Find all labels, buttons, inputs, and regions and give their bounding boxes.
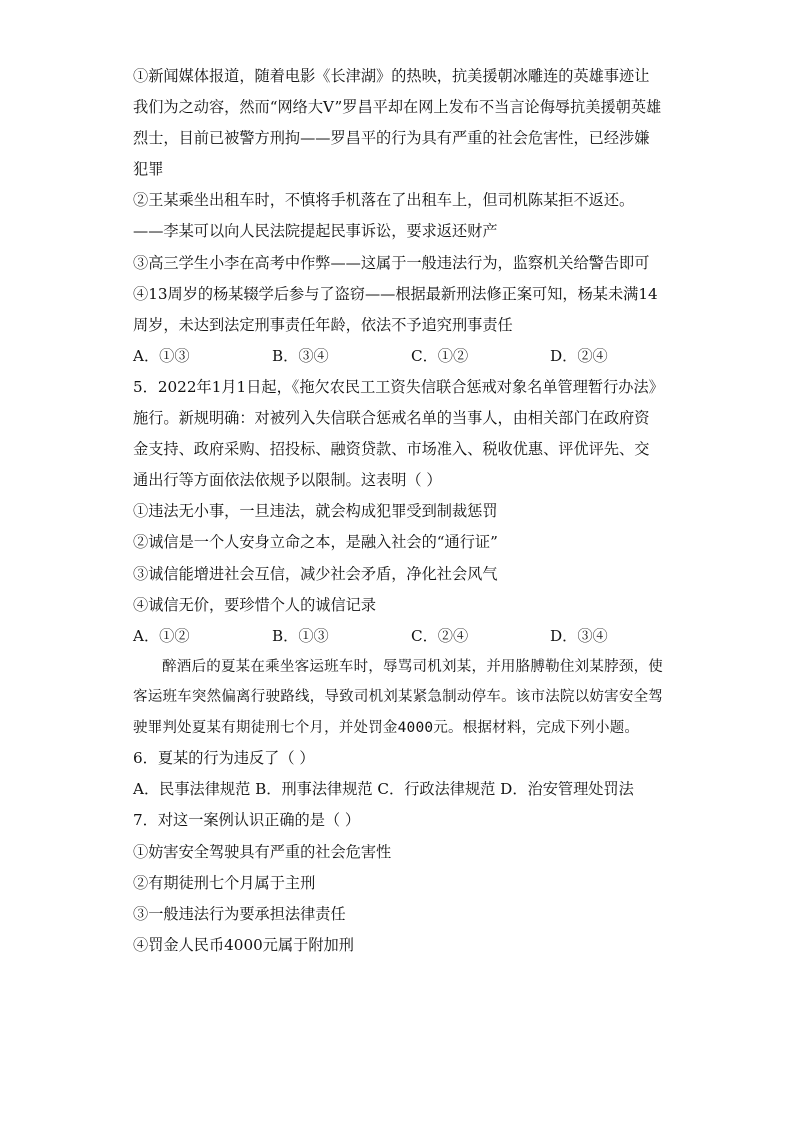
q6-stem: 6．夏某的行为违反了（ ） [133, 749, 315, 768]
q4-option-b: B．③④ [272, 346, 329, 365]
q7-item-2: ②有期徒刑七个月属于主刑 [133, 873, 316, 892]
q5-option-c: C．②④ [411, 626, 469, 645]
q7-item-3: ③一般违法行为要承担法律责任 [133, 904, 346, 923]
q4-option-a: A．①③ [133, 346, 190, 365]
q7-item-4: ④罚金人民币4000元属于附加刑 [133, 935, 354, 954]
q5-item-1: ①违法无小事，一旦违法，就会构成犯罪受到制裁惩罚 [133, 502, 498, 521]
q6-options: A．民事法律规范 B．刑事法律规范 C．行政法律规范 D．治安管理处罚法 [133, 780, 634, 799]
q4-options [133, 341, 663, 372]
q5-option-d: D．③④ [550, 626, 608, 645]
q5-option-b: B．①③ [272, 626, 329, 645]
q4-option-d: D．②④ [550, 346, 608, 365]
q5-stem: 5．2022年1月1日起，《拖欠农民工工资失信联合惩戒对象名单管理暂行办法》施行。新规明确：对被列入失信联合惩戒名单的当事人，由相关部门在政府资金支持、政府采购、招投标、融资贷款、市场准入、税收优惠、评优评先、交通出行等方面依法依规予以限制。这表明（ ） [133, 377, 657, 490]
q7-item-1: ①妨害安全驾驶具有严重的社会危害性 [133, 842, 392, 861]
q5-item-3: ③诚信能增进社会互信，减少社会矛盾，净化社会风气 [133, 564, 498, 583]
case-passage: 醉酒后的夏某在乘坐客运班车时，辱骂司机刘某，并用胳膊勒住刘某脖颈，使客运班车突然偏离行驶路线，导致司机刘某紧急制动停车。该市法院以妨害安全驾驶罪判处夏某有期徒刑七个月，并处罚金4000元。根据材料，完成下列小题。 [133, 658, 663, 736]
q7-stem: 7．对这一案例认识正确的是（ ） [133, 811, 361, 830]
q4-option-c: C．①② [411, 346, 469, 365]
q4-item-2: ②王某乘坐出租车时，不慎将手机落在了出租车上，但司机陈某拒不返还。——李某可以向人民法院提起民事诉讼，要求返还财产 [133, 191, 635, 241]
q4-item-3: ③高三学生小李在高考中作弊——这属于一般违法行为，监察机关给警告即可 [133, 253, 650, 272]
q4-item-1: ①新闻媒体报道，随着电影《长津湖》的热映，抗美援朝冰雕连的英雄事迹让我们为之动容，然而“网络大V”罗昌平却在网上发布不当言论侮辱抗美援朝英雄烈士，目前已被警方刑拘——罗昌平的行为具有严重的社会危害性，已经涉嫌犯罪 [133, 67, 662, 179]
q5-item-4: ④诚信无价，要珍惜个人的诚信记录 [133, 595, 376, 614]
q5-option-a: A．①② [133, 626, 190, 645]
q5-item-2: ②诚信是一个人安身立命之本，是融入社会的“通行证” [133, 533, 498, 552]
q5-options [133, 621, 663, 652]
q4-item-4: ④13周岁的杨某辍学后参与了盗窃——根据最新刑法修正案可知，杨某未满14周岁，未达到法定刑事责任年龄，依法不予追究刑事责任 [133, 284, 658, 334]
exam-page [133, 61, 663, 961]
